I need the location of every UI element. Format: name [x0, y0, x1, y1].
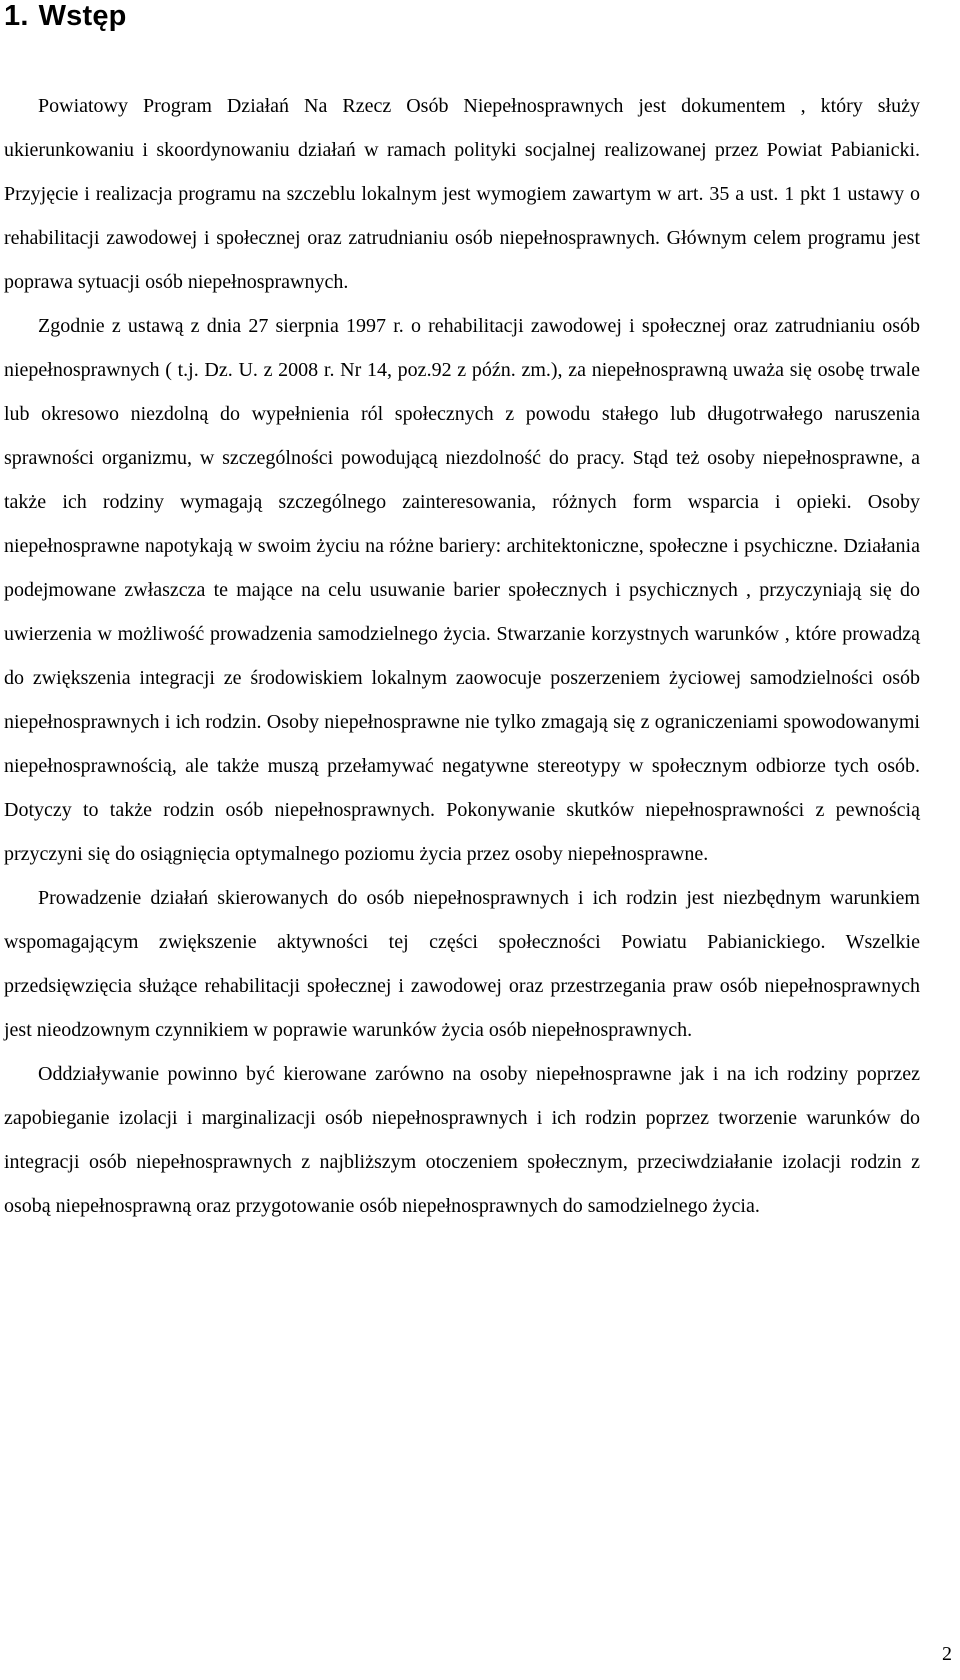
paragraph-actions: Prowadzenie działań skierowanych do osób niepełnosprawnych i ich rodzin jest niezbędnym warunkiem wspomagającym zwiększenie aktywności tej części społeczności Powiatu Pabianickiego. Wszelkie przedsięwzięcia służące rehabilitacji społecznej i zawodowej oraz przestrzegania praw osób niepełnosprawnych jest nieodzownym czynnikiem w poprawie warunków życia osób niepełnosprawnych.: [4, 887, 920, 1041]
page-number: 2: [942, 1643, 952, 1665]
section-title: Wstęp: [38, 0, 127, 32]
document-body: [4, 84, 920, 1228]
section-heading: [4, 0, 127, 36]
paragraph-disability-definition: Zgodnie z ustawą z dnia 27 sierpnia 1997 r. o rehabilitacji zawodowej i społecznej oraz zatrudnianiu osób niepełnosprawnych ( t.j. Dz. U. z 2008 r. Nr 14, poz.92 z późn. zm.), za niepełnosprawną uważa się osobę trwale lub okresowo niezdolną do wypełnienia ról społecznych z powodu stałego lub długotrwałego naruszenia sprawności organizmu, w szczególności powodującą niezdolność do pracy. Stąd też osoby niepełnosprawne, a także ich rodziny wymagają szczególnego zainteresowania, różnych form wsparcia i opieki. Osoby niepełnosprawne napotykają w swoim życiu na różne bariery: architektoniczne, społeczne i psychiczne. Działania podejmowane zwłaszcza te mające na celu usuwanie barier społecznych i psychicznych , przyczyniają się do uwierzenia w możliwość prowadzenia samodzielnego życia. Stwarzanie korzystnych warunków , które prowadzą do zwiększenia integracji ze środowiskiem lokalnym zaowocuje poszerzeniem życiowej samodzielności osób niepełnosprawnych i ich rodzin. Osoby niepełnosprawne nie tylko zmagają się z ograniczeniami spowodowanymi niepełnosprawnością, ale także muszą przełamywać negatywne stereotypy w społecznym odbiorze tych osób. Dotyczy to także rodzin osób niepełnosprawnych. Pokonywanie skutków niepełnosprawności z pewnością przyczyni się do osiągnięcia optymalnego poziomu życia przez osoby niepełnosprawne.: [4, 315, 920, 865]
section-number: 1.: [4, 0, 29, 32]
paragraph-influence: Oddziaływanie powinno być kierowane zarówno na osoby niepełnosprawne jak i na ich rodziny poprzez zapobieganie izolacji i marginalizacji osób niepełnosprawnych i ich rodzin poprzez tworzenie warunków do integracji osób niepełnosprawnych z najbliższym otoczeniem społecznym, przeciwdziałanie izolacji rodzin z osobą niepełnosprawną oraz przygotowanie osób niepełnosprawnych do samodzielnego życia.: [4, 1063, 920, 1217]
paragraph-program-intro: Powiatowy Program Działań Na Rzecz Osób Niepełnosprawnych jest dokumentem , który służy ukierunkowaniu i skoordynowaniu działań w ramach polityki socjalnej realizowanej przez Powiat Pabianicki. Przyjęcie i realizacja programu na szczeblu lokalnym jest wymogiem zawartym w art. 35 a ust. 1 pkt 1 ustawy o rehabilitacji zawodowej i społecznej oraz zatrudnianiu osób niepełnosprawnych. Głównym celem programu jest poprawa sytuacji osób niepełnosprawnych.: [4, 95, 920, 293]
